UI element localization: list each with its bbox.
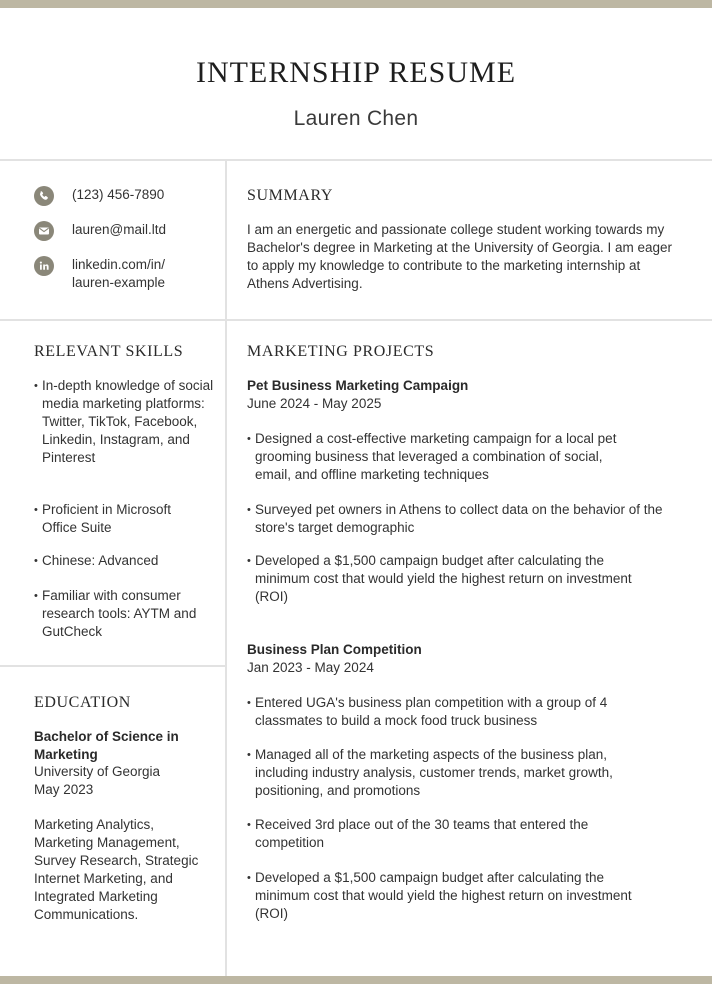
project-date: Jan 2023 - May 2024 <box>247 660 374 675</box>
summary-text: I am an energetic and passionate college student working towards my Bachelor's degree in Marketing at the University of Georgia. I am eager to apply my knowledge to contribute to the marketing internship at Athens Advertising. <box>247 222 673 291</box>
project-title: Pet Business Marketing Campaign <box>247 378 469 393</box>
project-bullet: • Surveyed pet owners in Athens to collect data on the behavior of the store's target demographic <box>247 501 667 537</box>
project-bullet: • Developed a $1,500 campaign budget after calculating the minimum cost that would yield the highest return on investment (ROI) <box>247 552 647 606</box>
column-divider <box>225 161 227 976</box>
skill-item: • Familiar with consumer research tools: AYTM and GutCheck <box>34 587 206 641</box>
bottom-accent-bar <box>0 976 712 984</box>
project-bullet: • Developed a $1,500 campaign budget after calculating the minimum cost that would yield the highest return on investment (ROI) <box>247 869 647 923</box>
summary-heading: SUMMARY <box>247 187 334 204</box>
candidate-name: Lauren Chen <box>293 107 419 130</box>
contact-phone <box>34 186 164 206</box>
resume-header <box>0 8 712 160</box>
coursework-text: Marketing Analytics, Marketing Management, Survey Research, Strategic Internet Marketing, and Integrated Marketing Communications. <box>34 817 199 922</box>
email-address: lauren@mail.ltd <box>72 222 166 237</box>
degree-title: Bachelor of Science in Marketing <box>34 729 179 762</box>
contact-linkedin <box>34 256 165 292</box>
project-bullet: • Entered UGA's business plan competition with a group of 4 classmates to build a mock food truck business <box>247 694 647 730</box>
skill-item: • In-depth knowledge of social media marketing platforms: Twitter, TikTok, Facebook, Linkedin, Instagram, and Pinterest <box>34 377 214 467</box>
skill-item: • Proficient in Microsoft Office Suite <box>34 501 199 537</box>
education-heading: EDUCATION <box>34 694 131 711</box>
row-divider-right <box>227 319 712 321</box>
header-divider <box>0 159 712 161</box>
row-divider-left <box>0 319 225 321</box>
linkedin-url-line1: linkedin.com/in/ <box>72 257 166 272</box>
linkedin-url-line2: lauren-example <box>72 275 166 290</box>
contact-email <box>34 221 166 241</box>
skills-education-divider <box>0 665 225 667</box>
projects-heading: MARKETING PROJECTS <box>247 343 435 360</box>
graduation-date: May 2023 <box>34 782 94 797</box>
project-title: Business Plan Competition <box>247 642 422 657</box>
page-title: INTERNSHIP RESUME <box>195 56 517 89</box>
project-bullet: • Received 3rd place out of the 30 teams that entered the competition <box>247 816 632 852</box>
skills-heading: RELEVANT SKILLS <box>34 343 184 360</box>
project-date: June 2024 - May 2025 <box>247 396 382 411</box>
project-bullet: • Managed all of the marketing aspects of the business plan, including industry analysis, customer trends, market growth, positioning, and promotions <box>247 746 652 800</box>
linkedin-icon <box>34 256 54 276</box>
phone-icon <box>34 186 54 206</box>
top-accent-bar <box>0 0 712 8</box>
linkedin-url <box>72 256 165 292</box>
mail-icon <box>34 221 54 241</box>
project-bullet: • Designed a cost-effective marketing campaign for a local pet grooming business that leveraged a combination of social, email, and offline marketing techniques <box>247 430 637 484</box>
school-name: University of Georgia <box>34 764 161 779</box>
skill-item: • Chinese: Advanced <box>34 552 214 570</box>
phone-number: (123) 456-7890 <box>72 187 165 202</box>
